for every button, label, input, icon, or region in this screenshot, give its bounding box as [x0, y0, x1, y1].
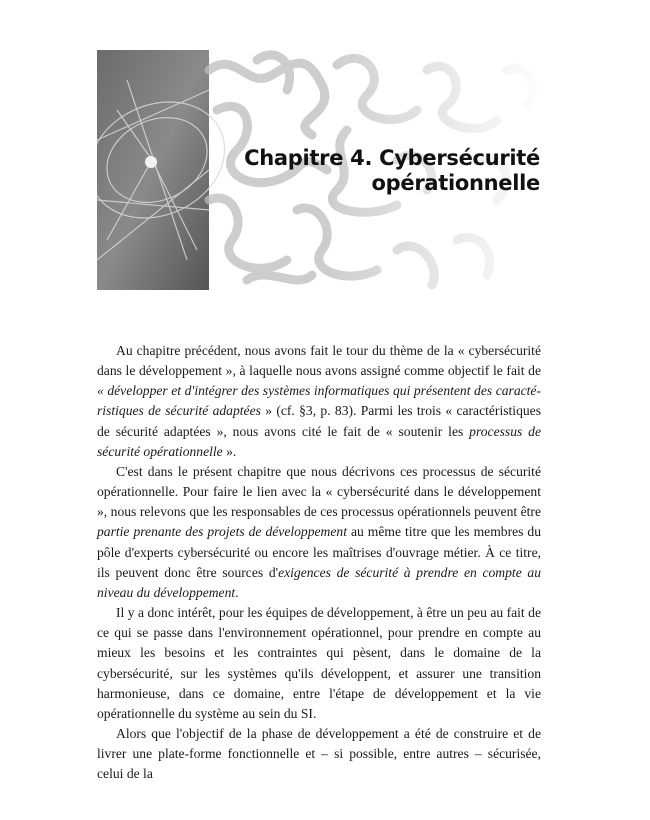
paragraph	[97, 603, 541, 724]
chapter-title-line-2: opérationnelle	[371, 171, 540, 195]
text-run: Alors que l'objectif de la phase de développement a été de construire et de livrer une plate-forme fonctionnelle et – si possible, entre autres – sécurisée, celui de la	[97, 725, 541, 782]
text-run: au même titre que les membres du pôle d'experts cybersécurité ou encore les maîtrises d'ouvrage métier. À ce titre, ils peuvent donc être sources d'	[97, 524, 542, 580]
italic-text-run: processus de sécurité opérationnelle	[97, 423, 542, 459]
chapter-title	[244, 146, 540, 196]
chapter-title-line-1: Chapitre 4. Cybersécurité	[244, 146, 540, 170]
paragraph	[97, 462, 541, 603]
paragraph	[97, 341, 541, 462]
italic-text-run: exigences de sécurité à prendre en compte au niveau du développement	[97, 564, 542, 600]
text-run: » (cf. §3, p. 83). Parmi les trois « caractéristiques de sécurité adaptées », nous avons cité le fait de « soutenir les	[97, 403, 541, 439]
paragraph	[97, 724, 541, 784]
text-run: .	[235, 584, 239, 600]
text-run: Il y a donc intérêt, pour les équipes de développement, à être un peu au fait de ce qui se passe dans l'environnement opérationnel, pour prendre en compte au mieux les besoins et les contraintes qui pèsent, dans le domaine de la cybersécurité, sur les systèmes qu'ils développent, et assurer une transition harmonieuse, dans ce domaine, entre l'étape de développement et la vie opérationnelle du système au sein du SI.	[97, 605, 541, 721]
text-run: C'est dans le présent chapitre que nous décrivons ces processus de sécurité opérationnelle. Pour faire le lien avec la « cybersécurité dans le développement », nous relevons que les responsables de ces processus opérationnels peuvent être	[97, 463, 541, 520]
text-run: ».	[222, 443, 237, 459]
italic-text-run: « développer et d'intégrer des systèmes informatiques qui présentent des caractéristiques de sécurité adaptées	[97, 383, 541, 419]
chapter-body-text	[97, 341, 541, 784]
italic-text-run: partie prenante des projets de développement	[97, 524, 347, 540]
text-run: Au chapitre précédent, nous avons fait le tour du thème de la « cybersécurité dans le développement », à laquelle nous avons assigné comme objectif le fait de	[97, 343, 541, 379]
